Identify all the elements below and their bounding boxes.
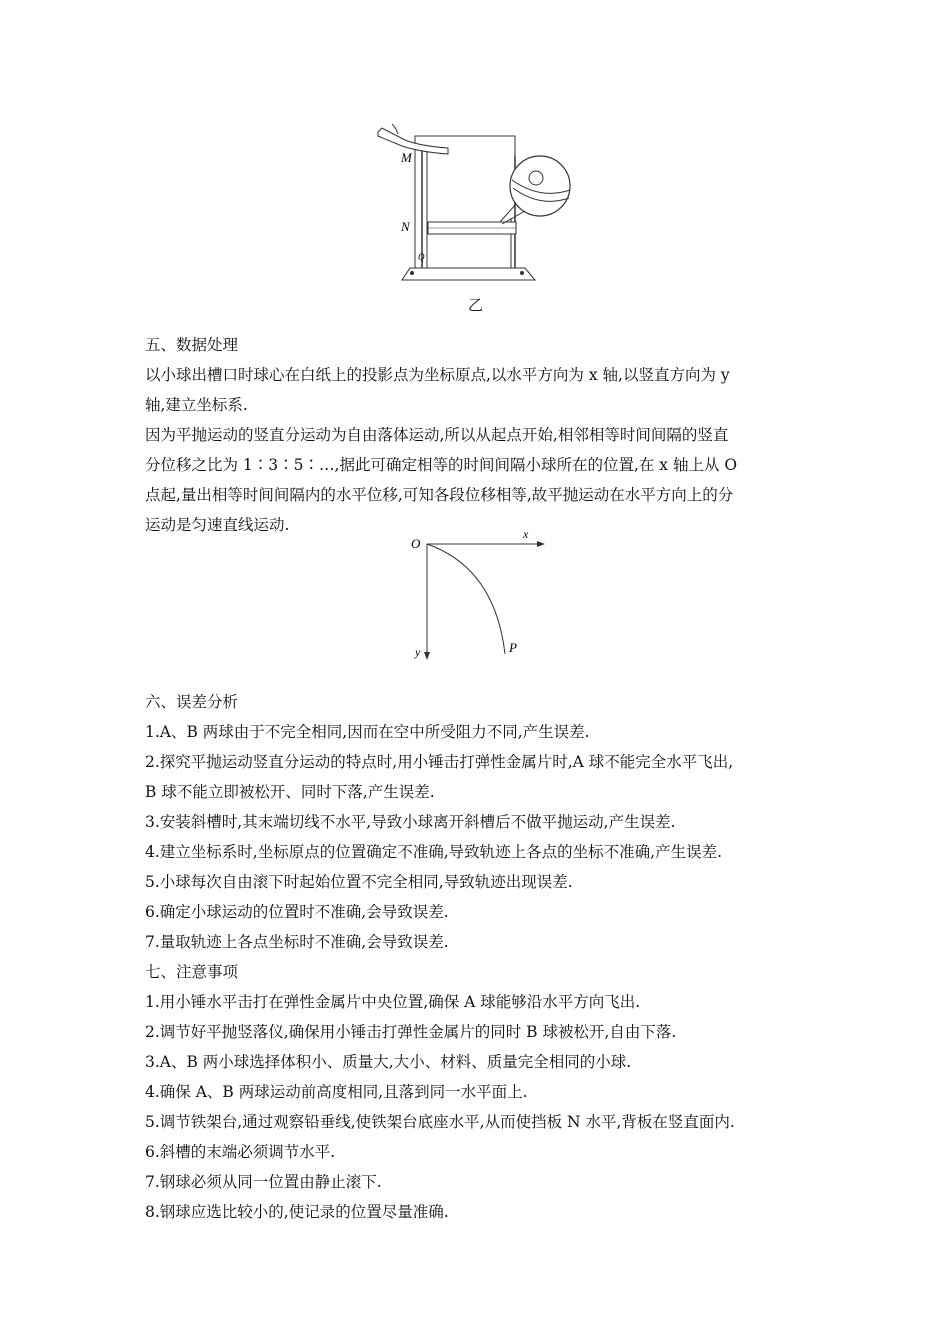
section7-heading: 七、注意事项 (145, 963, 239, 981)
section7-line: 3.A、B 两小球选择体积小、质量大,大小、材料、质量完全相同的小球. (145, 1053, 632, 1071)
label-m: M (401, 150, 412, 165)
section6-line: 2.探究平抛运动竖直分运动的特点时,用小锤击打弹性金属片时,A 球不能完全水平飞出, (145, 753, 734, 771)
base-platform (402, 268, 535, 280)
apparatus-caption: 乙 (468, 296, 484, 314)
zoom-inset (510, 156, 570, 216)
section7-line: 6.斜槽的末端必须调节水平. (145, 1143, 336, 1161)
section6-line: B 球不能立即被松开、同时下落,产生误差. (145, 783, 435, 801)
section5-line: 分位移之比为 1∶3∶5∶…,据此可确定相等的时间间隔小球所在的位置,在 x 轴上从 O (145, 456, 738, 474)
section5-line: 轴,建立坐标系. (145, 396, 248, 414)
trajectory-curve (427, 544, 505, 654)
section6-line: 3.安装斜槽时,其末端切线不水平,导致小球离开斜槽后不做平抛运动,产生误差. (145, 813, 676, 831)
section5-line: 运动是匀速直线运动. (145, 516, 290, 534)
section-data-processing (145, 330, 815, 540)
section7-line: 5.调节铁架台,通过观察铅垂线,使铁架台底座水平,从而使挡板 N 水平,背板在竖直面内. (145, 1113, 735, 1131)
section7-line: 8.钢球应选比较小的,使记录的位置尽量准确. (145, 1203, 449, 1221)
inclined-chute (378, 128, 448, 154)
trajectory-figure (405, 528, 555, 663)
section-precautions (145, 957, 815, 1227)
section5-heading: 五、数据处理 (145, 336, 239, 354)
apparatus-figure (370, 118, 585, 288)
section5-line: 因为平抛运动的竖直分运动为自由落体运动,所以从起点开始,相邻相等时间间隔的竖直 (145, 426, 729, 444)
section-error-analysis (145, 687, 815, 957)
label-q: Q (418, 252, 425, 262)
y-axis-label: y (415, 645, 421, 659)
section7-line: 1.用小锤水平击打在弹性金属片中央位置,确保 A 球能够沿水平方向飞出. (145, 993, 641, 1011)
section6-line: 7.量取轨迹上各点坐标时不准确,会导致误差. (145, 933, 449, 951)
section6-line: 5.小球每次自由滚下时起始位置不完全相同,导致轨迹出现误差. (145, 873, 573, 891)
section7-line: 7.钢球必须从同一位置由静止滚下. (145, 1173, 382, 1191)
point-p-label: P (509, 640, 517, 655)
section7-line: 2.调节好平抛竖落仪,确保用小锤击打弹性金属片的同时 B 球被松开,自由下落. (145, 1023, 677, 1041)
back-board (415, 136, 515, 271)
origin-label: O (411, 536, 421, 551)
section6-line: 6.确定小球运动的位置时不准确,会导致误差. (145, 903, 449, 921)
section6-heading: 六、误差分析 (145, 693, 239, 711)
x-axis-label: x (523, 528, 529, 541)
section5-line: 以小球出槽口时球心在白纸上的投影点为坐标原点,以水平方向为 x 轴,以竖直方向为 y (145, 366, 730, 384)
section5-line: 点起,量出相等时间间隔内的水平位移,可知各段位移相等,故平抛运动在水平方向上的分 (145, 486, 734, 504)
section6-line: 1.A、B 两球由于不完全相同,因而在空中所受阻力不同,产生误差. (145, 723, 590, 741)
label-n: N (401, 219, 410, 234)
section6-line: 4.建立坐标系时,坐标原点的位置确定不准确,导致轨迹上各点的坐标不准确,产生误差. (145, 843, 722, 861)
section7-line: 4.确保 A、B 两球运动前高度相同,且落到同一水平面上. (145, 1083, 528, 1101)
